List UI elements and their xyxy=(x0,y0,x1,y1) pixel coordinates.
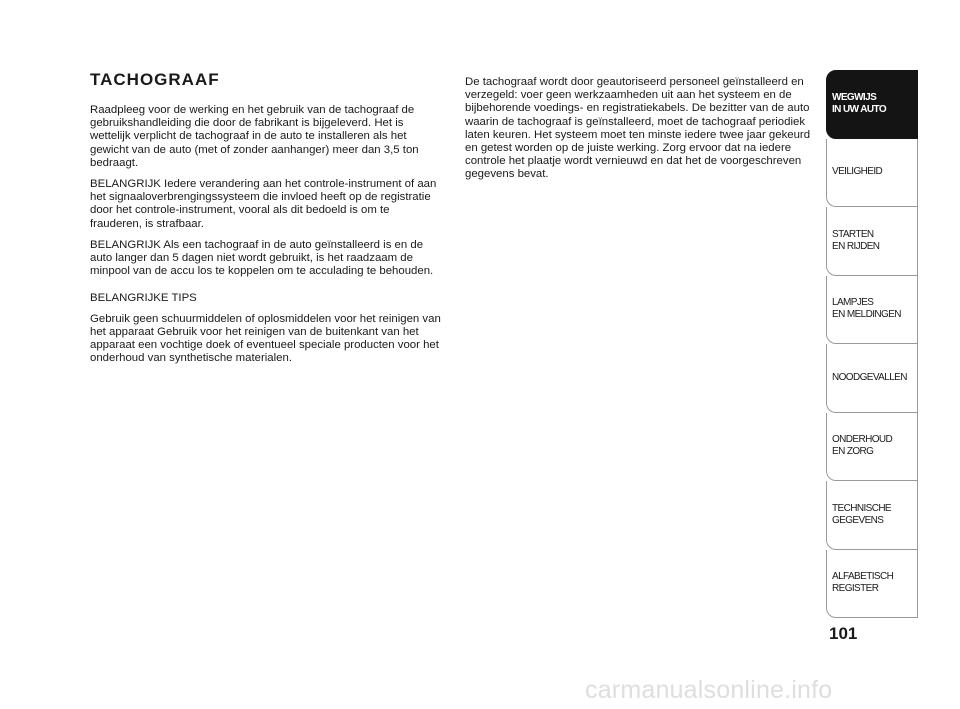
tips-heading: BELANGRIJKE TIPS xyxy=(90,292,197,305)
tab-onderhoud[interactable] xyxy=(826,413,918,482)
important-paragraph-1: BELANGRIJK Iedere verandering aan het controle-instrument of aan het signaaloverbrengingssysteem die invloed heeft op de registratie door het controle-instrument, vooral als dit bedoeld is om te frauderen, is strafbaar. xyxy=(90,178,437,230)
tab-label: ALFABETISCH REGISTER xyxy=(832,571,894,595)
tab-lampjes[interactable] xyxy=(826,276,918,345)
tab-label: LAMPJES EN MELDINGEN xyxy=(832,297,901,321)
important-paragraph-2: BELANGRIJK Als een tachograaf in de auto geïnstalleerd is en de auto langer dan 5 dagen niet wordt gebruikt, is het raadzaam de minpool van de accu los te koppelen om te acculading te behouden. xyxy=(90,238,434,278)
page-title: TACHOGRAAF xyxy=(90,70,220,89)
intro-paragraph: Raadpleeg voor de werking en het gebruik van de tachograaf de gebruikshandleiding die door de fabrikant is bijgeleverd. Het is wettelijk verplicht de tachograaf in de auto te installeren als het gewicht van de auto (met of zonder aanhanger) meer dan 3,5 ton bedraagt. xyxy=(90,104,419,169)
watermark: carmanualsonline.info xyxy=(585,676,833,704)
tab-technische-gegevens[interactable] xyxy=(826,481,918,550)
installation-paragraph: De tachograaf wordt door geautoriseerd personeel geïnstalleerd en verzegeld: voer geen werkzaamheden uit aan het systeem en de bijbehorende voedings- en registratiekabels. De bezitter van de auto waarin de tachograaf is geïnstalleerd, moet de tachograaf periodiek laten keuren. Het systeem moet ten minste iedere twee jaar gekeurd en getest worden op de juiste werking. Zorg ervoor dat na iedere controle het plaatje wordt vernieuwd en dat het de voorgeschreven gegevens bevat. xyxy=(465,76,811,181)
tab-label: NOODGEVALLEN xyxy=(832,371,907,383)
tab-starten[interactable] xyxy=(826,207,918,276)
tab-wegwijs[interactable] xyxy=(826,70,918,139)
right-column xyxy=(465,76,817,190)
tab-noodgevallen[interactable] xyxy=(826,344,918,413)
tab-label: ONDERHOUD EN ZORG xyxy=(832,434,893,458)
tab-label: WEGWIJS IN UW AUTO xyxy=(832,92,886,116)
page-number: 101 xyxy=(829,624,858,643)
tab-veiligheid[interactable] xyxy=(826,139,918,208)
tab-label: VEILIGHEID xyxy=(832,166,883,178)
section-tabs xyxy=(826,70,918,618)
tab-label: STARTEN EN RIJDEN xyxy=(832,228,880,252)
tab-label: TECHNISCHE GEGEVENS xyxy=(832,502,892,526)
tips-paragraph: Gebruik geen schuurmiddelen of oplosmiddelen voor het reinigen van het apparaat Gebruik voor het reinigen van de buitenkant van het apparaat een vochtige doek of eventueel speciale producten voor het onderhoud van synthetische materialen. xyxy=(90,312,441,365)
left-column xyxy=(90,104,442,373)
tab-alfabetisch-register[interactable] xyxy=(826,550,918,619)
